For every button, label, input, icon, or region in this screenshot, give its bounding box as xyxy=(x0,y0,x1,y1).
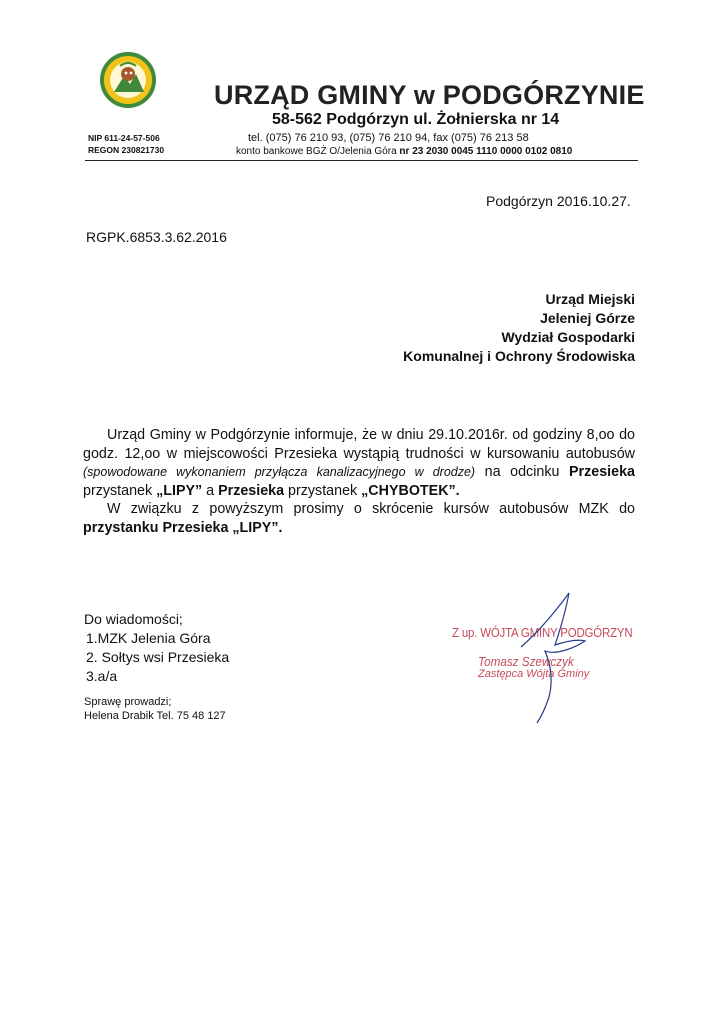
handled-by-label: Sprawę prowadzi; xyxy=(84,696,172,708)
reason-note: (spowodowane wykonaniem przyłącza kanalizacyjnego w drodze) xyxy=(83,465,476,479)
office-address: 58-562 Podgórzyn ul. Żołnierska nr 14 xyxy=(272,111,560,128)
nip-number: NIP 611-24-57-506 xyxy=(88,133,160,143)
bank-name: konto bankowe BGŻ O/Jelenia Góra xyxy=(236,146,400,157)
bank-account-line xyxy=(236,145,572,158)
body-paragraph-1: Urząd Gminy w Podgórzynie informuje, że w dniu 29.10.2016r. od godziny 8,oo do godz. 12,oo w miejscowości Przesieka wystąpią trudności w kursowaniu autobusów (spowodowane wykonaniem przyłącza kanalizacyjnego w drodze) na odcinku Przesieka przystanek „LIPY” a Przesieka przystanek „CHYBOTEK”. xyxy=(83,427,635,499)
handwritten-signature xyxy=(515,585,595,725)
cc-item: 1.MZK Jelenia Góra xyxy=(86,630,211,646)
recipient-line: Komunalnej i Ochrony Środowiska xyxy=(403,348,635,364)
body-paragraph-2: W związku z powyższym prosimy o skrócenie kursów autobusów MZK do przystanku Przesieka „LIPY”. xyxy=(83,501,635,536)
bank-account-number: nr 23 2030 0045 1110 0000 0102 0810 xyxy=(399,146,573,157)
tax-identifiers xyxy=(88,132,164,156)
recipient-line: Jeleniej Górze xyxy=(540,310,635,326)
recipient-block xyxy=(360,290,635,366)
recipient-line: Wydział Gospodarki xyxy=(501,329,635,345)
letter-date: Podgórzyn 2016.10.27. xyxy=(486,193,631,209)
handled-by xyxy=(84,695,226,723)
office-title: URZĄD GMINY w PODGÓRZYNIE xyxy=(214,80,645,110)
stamp-line-position: Zastępca Wójta Gminy xyxy=(478,668,590,680)
letter-body xyxy=(83,426,635,537)
phone-fax-line: tel. (075) 76 210 93, (075) 76 210 94, fax (075) 76 213 58 xyxy=(248,132,529,144)
reference-number: RGPK.6853.3.62.2016 xyxy=(86,229,227,245)
cc-list xyxy=(84,610,229,686)
recipient-line: Urząd Miejski xyxy=(545,291,635,307)
stamp-line-name: Tomasz Szewczyk xyxy=(478,654,574,669)
cc-heading: Do wiadomości; xyxy=(84,611,183,627)
cc-item: 2. Sołtys wsi Przesieka xyxy=(86,649,230,665)
handled-by-name: Helena Drabik Tel. 75 48 127 xyxy=(84,710,226,722)
stamp-line-authority: Z up. WÓJTA GMINY PODGÓRZYN xyxy=(452,625,633,640)
cc-item: 3.a/a xyxy=(86,668,118,684)
regon-number: REGON 230821730 xyxy=(88,145,165,155)
municipal-coat-of-arms-logo xyxy=(100,52,156,108)
contact-details xyxy=(236,132,573,158)
letterhead-divider xyxy=(85,160,638,161)
